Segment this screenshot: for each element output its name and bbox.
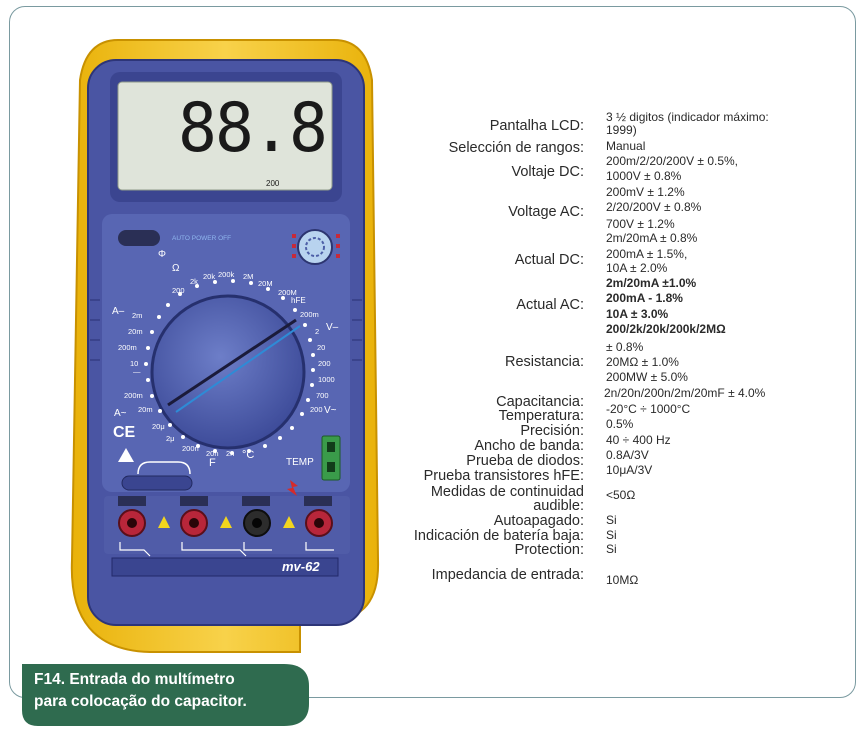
spec-label: Voltaje DC: bbox=[511, 164, 584, 180]
spec-value: ± 0.8% bbox=[606, 340, 644, 354]
dial-vac-200: 200 bbox=[310, 405, 323, 414]
spec-label: Protection: bbox=[514, 542, 584, 558]
dial-aac-200m: 200m bbox=[124, 391, 143, 400]
spec-value: 20MΩ ± 1.0% bbox=[606, 355, 679, 369]
spec-value: 200MW ± 5.0% bbox=[606, 370, 688, 384]
spec-label: Actual AC: bbox=[516, 297, 584, 313]
aac-label: A~ bbox=[114, 408, 127, 419]
dial-vdc-200m: 200m bbox=[300, 310, 319, 319]
dial-ohm-200: 200 bbox=[172, 286, 185, 295]
spec-value: 10MΩ bbox=[606, 573, 639, 587]
dial-vdc-2: 2 bbox=[315, 327, 320, 336]
spec-value: 1000V ± 0.8% bbox=[606, 169, 682, 183]
spec-value: -20°C ÷ 1000°C bbox=[606, 402, 691, 416]
dial-ohm-20m: 20M bbox=[258, 279, 273, 288]
spec-value: 2/20/200V ± 0.8% bbox=[606, 200, 702, 214]
caption-line-2: para colocação do capacitor. bbox=[34, 693, 247, 710]
dial-cap-2u: 2μ bbox=[166, 434, 175, 443]
dial-ohm-200k: 200k bbox=[218, 270, 235, 279]
spec-value: 700V ± 1.2% bbox=[606, 217, 675, 231]
dial-ohm-200m: 200M bbox=[278, 288, 297, 297]
dial-vac-700: 700 bbox=[316, 391, 329, 400]
spec-label: Pantalha LCD: bbox=[489, 118, 584, 134]
cap-label: F bbox=[209, 457, 216, 469]
spec-label: Prueba de diodos: bbox=[466, 453, 584, 469]
caption bbox=[34, 669, 247, 713]
spec-label: Selección de rangos: bbox=[448, 140, 584, 156]
vdc-label: V– bbox=[326, 322, 339, 333]
hfe-label: hFE bbox=[291, 296, 306, 305]
dial-vdc-200: 200 bbox=[318, 359, 331, 368]
dial-ohm-2m: 2M bbox=[243, 272, 254, 281]
spec-label: Ancho de banda: bbox=[474, 438, 584, 454]
spec-value: 0.5% bbox=[606, 417, 634, 431]
spec-value: 10μA/3V bbox=[606, 463, 653, 477]
spec-label: Prueba transistores hFE: bbox=[423, 468, 584, 484]
vac-label: V~ bbox=[324, 405, 337, 416]
dial-adc-10: 10 bbox=[130, 359, 139, 368]
dial-adc-200m: 200m bbox=[118, 343, 137, 352]
lcd-digits: 88.8 bbox=[178, 89, 326, 168]
dial-cap-20n: 20n bbox=[206, 449, 219, 458]
spec-value: 2n/20n/200n/2m/20mF ± 4.0% bbox=[604, 386, 766, 400]
temp-c-label: °C bbox=[242, 449, 255, 461]
dial-ohm-20k: 20k bbox=[203, 272, 216, 281]
dial-cap-20u: 20μ bbox=[152, 422, 165, 431]
spec-value: Si bbox=[606, 528, 617, 542]
spec-label: Actual DC: bbox=[514, 252, 584, 268]
dial-aac-20m: 20m bbox=[138, 405, 153, 414]
spec-label: audible: bbox=[533, 498, 584, 514]
dial-cap-200n: 200n bbox=[182, 444, 199, 453]
dial-ohm-2k: 2k bbox=[190, 277, 198, 286]
dial-top-separator: — bbox=[133, 367, 141, 376]
spec-label: Autoapagado: bbox=[493, 513, 584, 529]
spec-value: 200m/2/20/200V ± 0.5%, bbox=[606, 154, 739, 168]
spec-value: 10A ± 2.0% bbox=[606, 261, 668, 275]
spec-label: Indicación de batería baja: bbox=[413, 528, 584, 544]
spec-value: 2m/20mA ± 0.8% bbox=[606, 231, 698, 245]
dial-cap-2n: 2n bbox=[226, 449, 235, 458]
spec-value: 200mV ± 1.2% bbox=[606, 185, 685, 199]
spec-value: <50Ω bbox=[606, 488, 636, 502]
temp-label: TEMP bbox=[286, 457, 314, 468]
ce-mark: CE bbox=[113, 424, 136, 441]
dial-adc-2m: 2m bbox=[132, 311, 143, 320]
caption-line-1: F14. Entrada do multímetro bbox=[34, 671, 235, 688]
spec-label: Impedancia de entrada: bbox=[431, 567, 584, 583]
dial-adc-20m: 20m bbox=[128, 327, 143, 336]
spec-label: Voltage AC: bbox=[508, 204, 584, 220]
spec-value: 1999) bbox=[606, 123, 637, 137]
ohm-symbol: Ω bbox=[172, 263, 180, 274]
spec-value: 200/2k/20k/200k/2MΩ bbox=[606, 322, 726, 336]
adc-label: A– bbox=[112, 306, 125, 317]
spec-label: Medidas de continuidad bbox=[430, 484, 584, 500]
spec-value: Manual bbox=[606, 139, 646, 153]
lcd-range: 200 bbox=[266, 179, 280, 188]
spec-label: Capacitancia: bbox=[496, 394, 584, 410]
model-label: mv-62 bbox=[282, 559, 320, 574]
spec-value: Si bbox=[606, 513, 617, 527]
spec-value: 0.8A/3V bbox=[606, 448, 649, 462]
spec-label: Temperatura: bbox=[498, 408, 584, 424]
spec-value: 10A ± 3.0% bbox=[606, 307, 669, 321]
dial-vdc-20: 20 bbox=[317, 343, 326, 352]
spec-value: 2m/20mA ±1.0% bbox=[606, 276, 697, 290]
spec-value: 3 ½ digitos (indicador máximo: bbox=[606, 110, 769, 124]
dial-vdc-1000: 1000 bbox=[318, 375, 335, 384]
spec-value: 200mA ± 1.5%, bbox=[606, 247, 688, 261]
power-symbol: Φ bbox=[158, 249, 166, 260]
spec-value: 200mA - 1.8% bbox=[606, 291, 683, 305]
spec-value: Si bbox=[606, 542, 617, 556]
spec-label: Resistancia: bbox=[505, 354, 584, 370]
spec-label: Precisión: bbox=[520, 423, 584, 439]
spec-value: 40 ÷ 400 Hz bbox=[606, 433, 671, 447]
auto-power-off-label: AUTO POWER OFF bbox=[172, 235, 232, 242]
